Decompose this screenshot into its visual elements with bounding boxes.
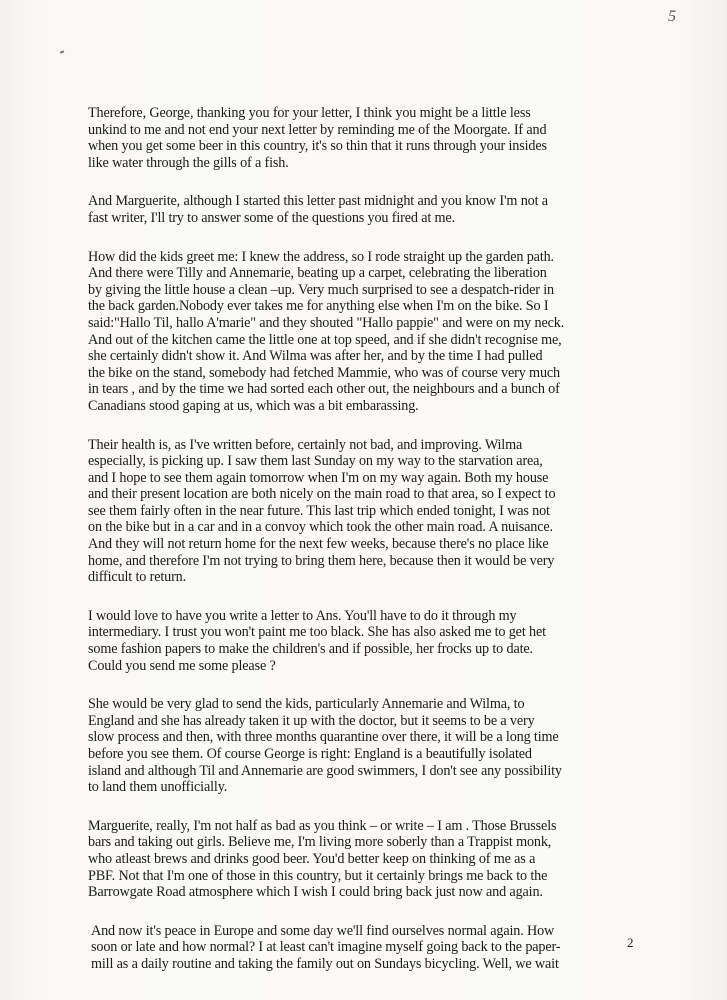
text-line: said:"Hallo Til, hallo A'marie" and they shouted "Hallo pappie" and were on my neck. xyxy=(88,314,565,331)
page-number: 2 xyxy=(627,935,634,950)
letter-paragraph xyxy=(88,105,636,171)
text-line: the bike on the stand, somebody had fetched Mammie, who was of course very much xyxy=(88,364,560,381)
text-line: Marguerite, really, I'm not half as bad as you think – or write – I am . Those Brussels xyxy=(88,817,557,834)
text-line: And now it's peace in Europe and some day we'll find ourselves normal again. How xyxy=(91,922,555,939)
text-line: I would love to have you write a letter to Ans. You'll have to do it through my xyxy=(88,607,517,624)
text-line: especially, is picking up. I saw them last Sunday on my way to the starvation area, xyxy=(88,453,543,470)
text-line: see them fairly often in the near future. This last trip which ended tonight, I was not xyxy=(88,502,550,519)
text-line: And they will not return home for the next few weeks, because there's no place like xyxy=(88,536,549,553)
scan-speck xyxy=(60,50,64,53)
text-line: slow process and then, with three months quarantine over there, it will be a long time xyxy=(88,729,559,746)
text-line: and I hope to see them again tomorrow when I'm on my way again. Both my house xyxy=(88,469,549,486)
letter-paragraph xyxy=(88,923,636,973)
text-line: difficult to return. xyxy=(88,569,186,586)
letter-body xyxy=(88,105,636,995)
text-line: PBF. Not that I'm one of those in this country, but it certainly brings me back to the xyxy=(88,867,548,884)
text-line: who atleast brews and drinks good beer. You'd better keep on thinking of me as a xyxy=(88,850,536,867)
text-line: And there were Tilly and Annemarie, beating up a carpet, celebrating the liberation xyxy=(88,265,547,282)
text-line: in tears , and by the time we had sorted each other out, the neighbours and a bunch of xyxy=(88,381,560,398)
text-line: She would be very glad to send the kids, particularly Annemarie and Wilma, to xyxy=(88,696,525,713)
text-line: by giving the little house a clean –up. Very much surprised to see a despatch-rider in xyxy=(88,281,554,298)
letter-paragraph xyxy=(88,249,636,415)
text-line: Therefore, George, thanking you for your letter, I think you might be a little less xyxy=(88,105,531,121)
text-line: when you get some beer in this country, it's so thin that it runs through your insides xyxy=(88,138,547,155)
text-line: Their health is, as I've written before, certainly not bad, and improving. Wilma xyxy=(88,436,523,453)
text-line: Canadians stood gaping at us, which was a bit embarassing. xyxy=(88,397,419,414)
text-line: mill as a daily routine and taking the family out on Sundays bicycling. Well, we wait xyxy=(91,955,559,972)
text-line: the back garden.Nobody ever takes me for anything else when I'm on the bike. So I xyxy=(88,298,549,315)
text-line: soon or late and how normal? I at least can't imagine myself going back to the paper- xyxy=(91,939,561,956)
text-line: home, and therefore I'm not trying to bring them here, because then it would be very xyxy=(88,552,555,569)
text-line: And out of the kitchen came the little one at top speed, and if she didn't recognise me, xyxy=(88,331,562,348)
text-line: she certainly didn't show it. And Wilma was after her, and by the time I had pulled xyxy=(88,348,543,365)
text-line: bars and taking out girls. Believe me, I'm living more soberly than a Trappist monk, xyxy=(88,834,552,851)
letter-paragraph xyxy=(88,608,636,674)
text-line: fast writer, I'll try to answer some of the questions you fired at me. xyxy=(88,209,455,226)
letter-paragraph xyxy=(88,818,636,901)
text-line: intermediary. I trust you won't paint me too black. She has also asked me to get het xyxy=(88,624,546,641)
letter-paragraph xyxy=(88,696,636,796)
text-line: and their present location are both nicely on the main road to that area, so I expect to xyxy=(88,486,556,503)
letter-paragraph xyxy=(88,437,636,586)
corner-page-mark: 5 xyxy=(668,8,676,25)
text-line: some fashion papers to make the children's and if possible, her frocks up to date. xyxy=(88,641,533,658)
text-line: like water through the gills of a fish. xyxy=(88,154,289,171)
text-line: And Marguerite, although I started this letter past midnight and you know I'm not a xyxy=(88,193,548,210)
text-line: How did the kids greet me: I knew the address, so I rode straight up the garden path. xyxy=(88,248,554,265)
text-line: unkind to me and not end your next letter by reminding me of the Moorgate. If and xyxy=(88,121,547,138)
text-line: England and she has already taken it up with the doctor, but it seems to be a very xyxy=(88,712,535,729)
text-line: before you see them. Of course George is right: England is a beautifully isolated xyxy=(88,746,532,762)
text-line: Could you send me some please ? xyxy=(88,657,276,674)
text-line: island and although Til and Annemarie are good swimmers, I don't see any possibility xyxy=(88,762,562,779)
text-line: Barrowgate Road atmosphere which I wish I could bring back just now and again. xyxy=(88,884,543,901)
text-line: to land them unofficially. xyxy=(88,779,228,796)
text-line: on the bike but in a car and in a convoy which took the other main road. A nuisance. xyxy=(88,519,553,536)
letter-paragraph xyxy=(88,193,636,226)
